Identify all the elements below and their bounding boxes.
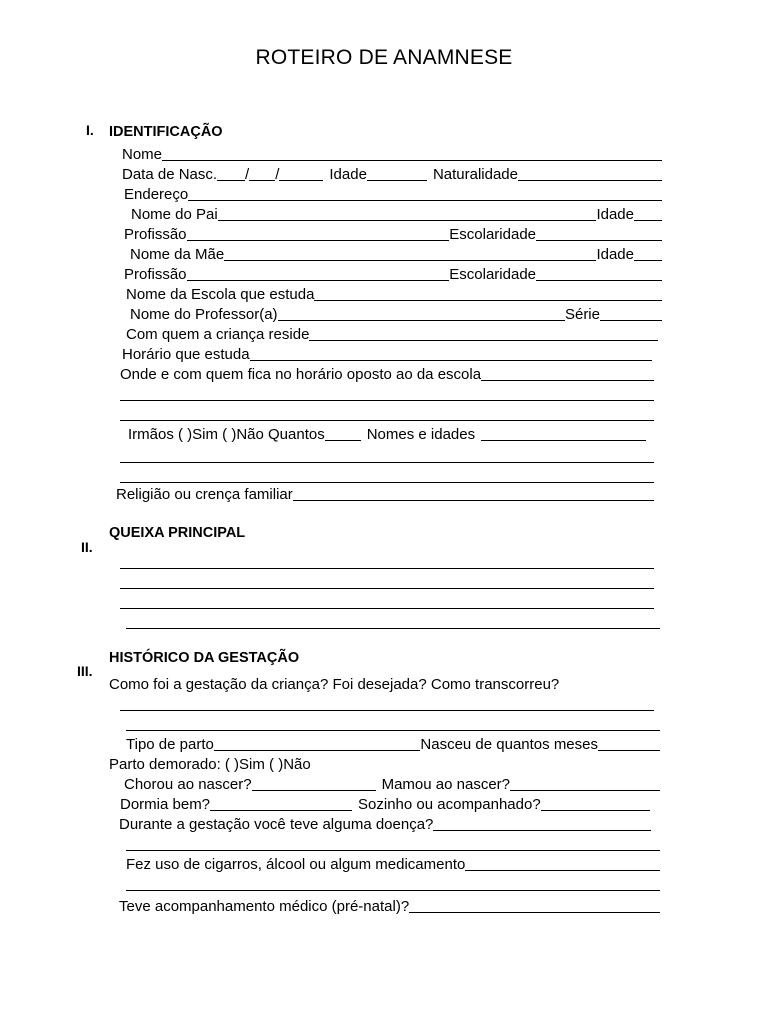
blank-escolaridade-mae[interactable] — [536, 280, 662, 281]
blank-line-irmaos-3[interactable] — [120, 466, 654, 486]
label-idade-mae: Idade — [596, 246, 634, 263]
label-irmaos: Irmãos ( )Sim ( )Não Quantos — [128, 426, 325, 443]
section-2-heading: QUEIXA PRINCIPAL — [109, 525, 246, 541]
blank-religiao[interactable] — [293, 500, 654, 501]
blank-line-gestacao-1[interactable] — [120, 694, 654, 714]
label-acompanhamento: Teve acompanhamento médico (pré-natal)? — [119, 898, 410, 915]
blank-nome[interactable] — [162, 160, 662, 161]
field-profissao-mae[interactable] — [124, 264, 662, 284]
label-dormia: Dormia bem? — [120, 796, 211, 813]
field-tipo-parto[interactable] — [126, 734, 660, 754]
field-parto-demorado[interactable] — [109, 754, 409, 774]
blank-nomes-idades[interactable] — [481, 440, 646, 441]
blank-cigarros[interactable] — [465, 870, 660, 871]
field-nome[interactable] — [122, 144, 662, 164]
section-3-numeral: III. — [77, 663, 93, 679]
blank-tipo-parto[interactable] — [214, 750, 421, 751]
blank[interactable] — [126, 730, 660, 731]
label-escola: Nome da Escola que estuda — [126, 286, 315, 303]
blank-endereco[interactable] — [188, 200, 662, 201]
blank-line-queixa-4[interactable] — [126, 612, 660, 632]
blank[interactable] — [126, 890, 660, 891]
slash-2: / — [275, 166, 280, 183]
label-pergunta-gestacao: Como foi a gestação da criança? Foi desejada? Como transcorreu? — [109, 676, 560, 693]
field-profissao-pai[interactable] — [124, 224, 662, 244]
label-parto-demorado: Parto demorado: ( )Sim ( )Não — [109, 756, 311, 773]
blank-chorou[interactable] — [252, 790, 376, 791]
field-data-nasc[interactable] — [122, 164, 662, 184]
blank-mamou[interactable] — [510, 790, 660, 791]
field-cigarros[interactable] — [126, 854, 660, 874]
blank-acompanhamento[interactable] — [409, 912, 660, 913]
field-irmaos[interactable] — [128, 424, 646, 444]
field-dormia-sozinho[interactable] — [120, 794, 650, 814]
blank-nome-mae[interactable] — [224, 260, 596, 261]
page-title: ROTEIRO DE ANAMNESE — [255, 46, 513, 69]
field-onde-fica[interactable] — [120, 364, 654, 384]
blank-naturalidade[interactable] — [518, 180, 662, 181]
blank-doenca[interactable] — [433, 830, 651, 831]
field-acompanhamento[interactable] — [119, 896, 660, 916]
label-religiao: Religião ou crença familiar — [116, 486, 293, 503]
label-escolaridade-pai: Escolaridade — [449, 226, 536, 243]
label-profissao-pai: Profissão — [124, 226, 187, 243]
label-nome-mae: Nome da Mãe — [130, 246, 225, 263]
section-1-numeral: I. — [86, 122, 94, 138]
text-pergunta-gestacao — [109, 674, 649, 694]
blank-line-queixa-2[interactable] — [120, 572, 654, 592]
blank-horario[interactable] — [250, 360, 652, 361]
section-1-heading: IDENTIFICAÇÃO — [109, 124, 223, 140]
blank-quantos[interactable] — [325, 440, 361, 441]
blank[interactable] — [120, 608, 654, 609]
label-cigarros: Fez uso de cigarros, álcool ou algum medicamento — [126, 856, 466, 873]
blank-line-queixa-3[interactable] — [120, 592, 654, 612]
blank-idade-mae[interactable] — [634, 260, 662, 261]
blank[interactable] — [126, 628, 660, 629]
blank-idade-pai[interactable] — [634, 220, 662, 221]
field-escola[interactable] — [126, 284, 662, 304]
label-professor: Nome do Professor(a) — [130, 306, 278, 323]
label-chorou: Chorou ao nascer? — [124, 776, 252, 793]
section-2-numeral: II. — [81, 539, 93, 555]
blank-dormia[interactable] — [210, 810, 352, 811]
label-escolaridade-mae: Escolaridade — [449, 266, 536, 283]
label-mamou: Mamou ao nascer? — [381, 776, 510, 793]
label-idade: Idade — [329, 166, 367, 183]
blank[interactable] — [120, 710, 654, 711]
field-com-quem-reside[interactable] — [126, 324, 658, 344]
field-endereco[interactable] — [124, 184, 662, 204]
blank-line-onde-fica-3[interactable] — [120, 404, 654, 424]
blank-sozinho[interactable] — [541, 810, 650, 811]
field-horario[interactable] — [122, 344, 652, 364]
blank-line-queixa-1[interactable] — [120, 552, 654, 572]
field-nome-mae[interactable] — [130, 244, 662, 264]
blank-profissao-pai[interactable] — [187, 240, 450, 241]
label-nome: Nome — [122, 146, 163, 163]
label-tipo-parto: Tipo de parto — [126, 736, 214, 753]
field-nome-pai[interactable] — [131, 204, 662, 224]
blank-com-quem-reside[interactable] — [309, 340, 658, 341]
label-idade-pai: Idade — [596, 206, 634, 223]
blank[interactable] — [120, 462, 654, 463]
blank-nasceu-meses[interactable] — [598, 750, 660, 751]
label-horario: Horário que estuda — [122, 346, 250, 363]
blank-line-cigarros-2[interactable] — [126, 874, 660, 894]
label-nasceu-meses: Nasceu de quantos meses — [420, 736, 598, 753]
blank-professor[interactable] — [278, 320, 565, 321]
label-onde-fica: Onde e com quem fica no horário oposto ao da escola — [120, 366, 482, 383]
field-doenca[interactable] — [119, 814, 651, 834]
blank-line-gestacao-2[interactable] — [126, 714, 660, 734]
blank-profissao-mae[interactable] — [187, 280, 450, 281]
blank-ano[interactable] — [279, 180, 323, 181]
blank-mes[interactable] — [249, 180, 275, 181]
label-com-quem-reside: Com quem a criança reside — [126, 326, 310, 343]
blank-line-onde-fica-2[interactable] — [120, 384, 654, 404]
label-endereco: Endereço — [124, 186, 189, 203]
label-doenca: Durante a gestação você teve alguma doença? — [119, 816, 434, 833]
blank[interactable] — [126, 850, 660, 851]
label-data-nasc: Data de Nasc. — [122, 166, 218, 183]
slash-1: / — [245, 166, 250, 183]
field-professor[interactable] — [130, 304, 662, 324]
blank-escolaridade-pai[interactable] — [536, 240, 662, 241]
blank[interactable] — [120, 568, 654, 569]
label-profissao-mae: Profissão — [124, 266, 187, 283]
blank[interactable] — [120, 400, 654, 401]
label-naturalidade: Naturalidade — [432, 166, 518, 183]
blank-onde-fica[interactable] — [481, 380, 654, 381]
blank[interactable] — [120, 420, 654, 421]
blank[interactable] — [120, 588, 654, 589]
label-serie: Série — [564, 306, 600, 323]
field-chorou-mamou[interactable] — [124, 774, 660, 794]
blank-nome-pai[interactable] — [218, 220, 597, 221]
label-nome-pai: Nome do Pai — [131, 206, 218, 223]
blank-serie[interactable] — [600, 320, 662, 321]
blank-line-irmaos-2[interactable] — [120, 446, 654, 466]
label-nomes-idades: Nomes e idades — [366, 426, 476, 443]
blank-dia[interactable] — [217, 180, 245, 181]
blank-line-doenca-2[interactable] — [126, 834, 660, 854]
blank-idade[interactable] — [367, 180, 427, 181]
label-sozinho: Sozinho ou acompanhado? — [358, 796, 541, 813]
section-3-heading: HISTÓRICO DA GESTAÇÃO — [109, 650, 300, 666]
blank[interactable] — [120, 482, 654, 483]
blank-escola[interactable] — [314, 300, 662, 301]
field-religiao[interactable] — [116, 484, 654, 504]
